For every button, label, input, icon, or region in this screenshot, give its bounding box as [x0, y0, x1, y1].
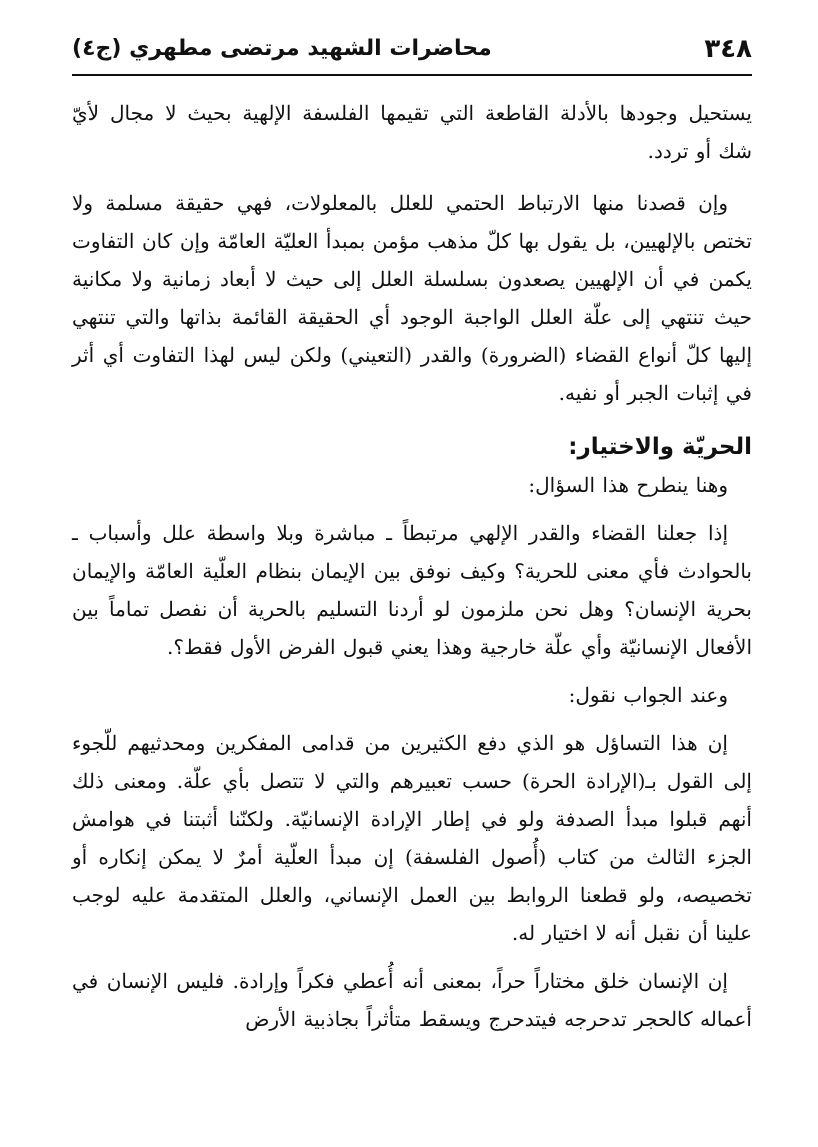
paragraph-3: وهنا ينطرح هذا السؤال:	[528, 473, 728, 497]
page-number: ٣٤٨	[704, 34, 752, 64]
paragraph-2: وإن قصدنا منها الارتباط الحتمي للعلل بالمعلولات، فهي حقيقة مسلمة ولا تختص بالإلهيين، بل يقول بها كلّ مذهب مؤمن بمبدأ العليّة العامّة وإن كان التفاوت يكمن في أن الإلهيين يصعدون بسلسلة العلل إلى حيث لا أبعاد زمانية ولا مكانية حيث تنتهي إلى علّة العلل الواجبة الوجود أي الحقيقة القائمة بذاتها والتي تنتهي إليها كلّ أنواع القضاء (الضرورة) والقدر (التعيني) ولكن ليس لهذا التفاوت أي أثر في إثبات الجبر أو نفيه.	[72, 191, 752, 405]
paragraph-1: يستحيل وجودها بالأدلة القاطعة التي تقيمها الفلسفة الإلهية بحيث لا مجال لأيّ شك أو تردد.	[72, 101, 752, 163]
paragraph-7: إن الإنسان خلق مختاراً حراً، بمعنى أنه أُعطي فكراً وإرادة. فليس الإنسان في أعماله كالحجر تدحرجه فيتدحرج ويسقط متأثراً بجاذبية الأرض	[72, 969, 752, 1031]
page-header	[72, 28, 752, 70]
paragraph-6: إن هذا التساؤل هو الذي دفع الكثيرين من قدامى المفكرين ومحدثيهم للّجوء إلى القول بـ(الإرادة الحرة) حسب تعبيرهم والتي لا تتصل بأي علّة. ومعنى ذلك أنهم قبلوا مبدأ الصدفة ولو في إطار الإرادة الإنسانيّة. ولكنّنا أثبتنا في هوامش الجزء الثالث من كتاب (أُصول الفلسفة) إن مبدأ العلّية أمرٌ لا يمكن إنكاره أو تخصيصه، ولو قطعنا الروابط بين العمل الإنساني، والعلل المتقدمة عليه لوجب علينا أن نقبل أنه لا اختيار له.	[72, 731, 752, 945]
paragraph-5: وعند الجواب نقول:	[568, 683, 728, 707]
running-title: محاضرات الشهيد مرتضى مطهري (ج٤)	[72, 36, 492, 61]
header-divider	[72, 74, 752, 76]
paragraph-4: إذا جعلنا القضاء والقدر الإلهي مرتبطاً ـ مباشرة وبلا واسطة علل وأسباب ـ بالحوادث فأي معنى للحرية؟ وكيف نوفق بين الإيمان بنظام العلّية العامّة والإيمان بحرية الإنسان؟ وهل نحن ملزمون لو أردنا التسليم بالحرية أن نفصل تماماً بين الأفعال الإنسانيّة وأي علّة خارجية وهذا يعني قبول الفرض الأول فقط؟.	[72, 521, 752, 659]
section-heading: الحريّة والاختيار:	[568, 434, 752, 460]
